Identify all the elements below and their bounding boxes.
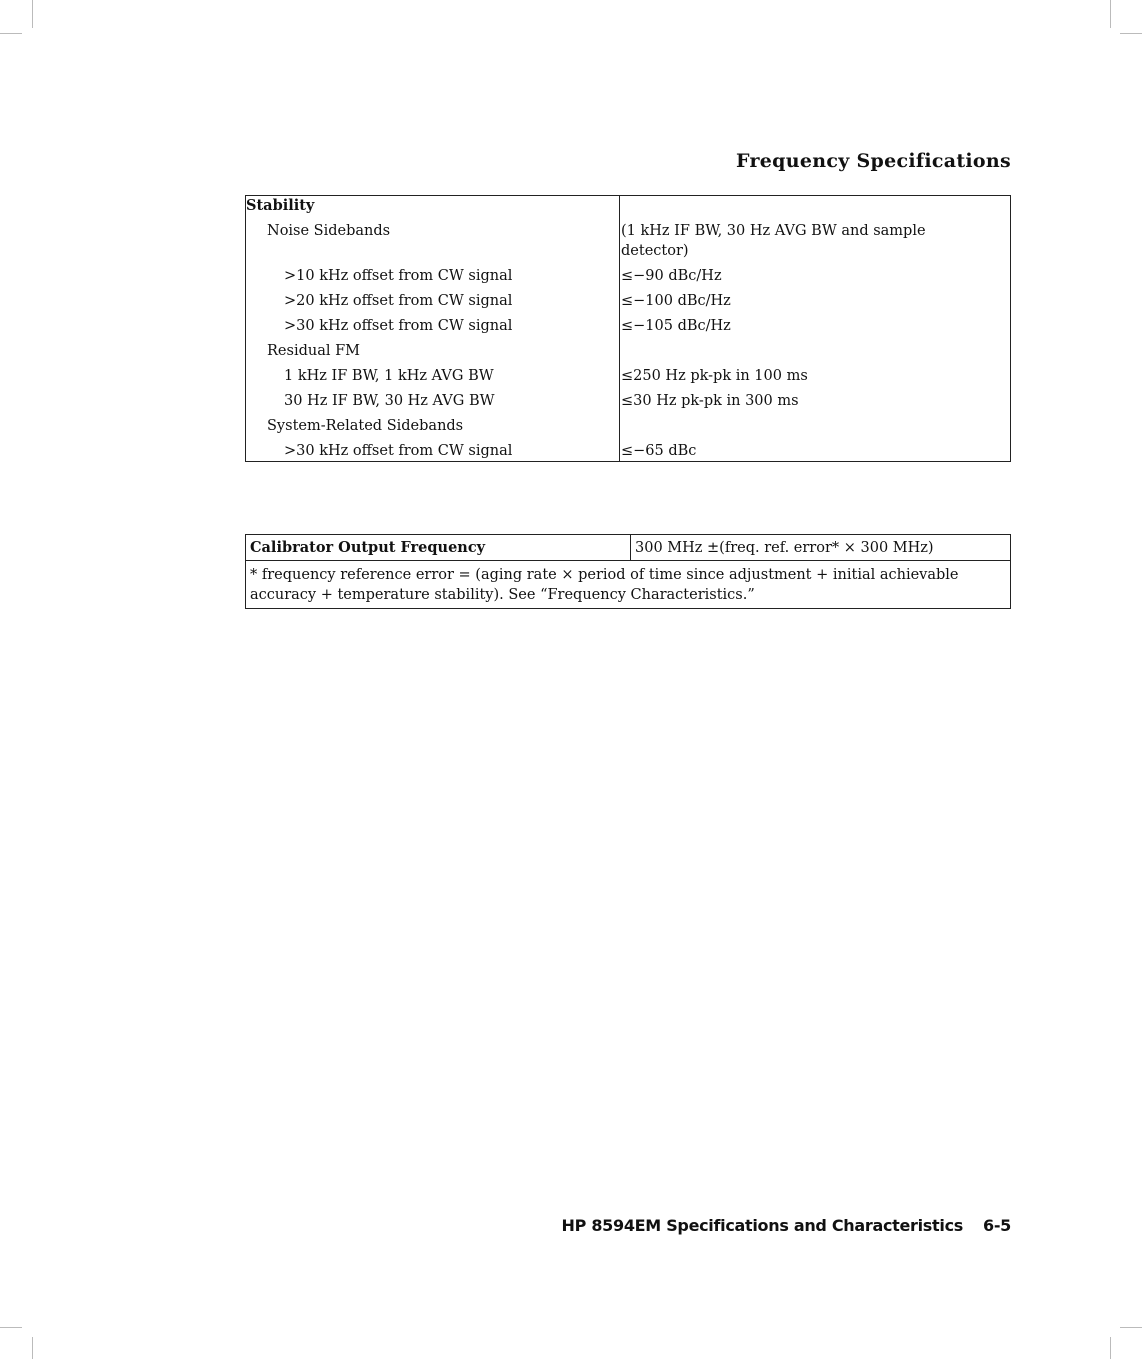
offset-10khz-value: ≤−90 dBc/Hz [621, 268, 722, 284]
residual-fm-30hz-label: 30 Hz IF BW, 30 Hz AVG BW [284, 393, 495, 409]
calibrator-label: Calibrator Output Frequency [246, 535, 631, 561]
footer-title: HP 8594EM Specifications and Characteristics [561, 1216, 963, 1235]
system-sidebands-label: System-Related Sidebands [267, 418, 464, 434]
stability-heading-spacer [620, 196, 1010, 216]
stability-value-column [620, 196, 1011, 462]
crop-mark [32, 1337, 33, 1359]
offset-20khz-label: >20 kHz offset from CW signal [284, 293, 513, 309]
offset-10khz-label: >10 kHz offset from CW signal [284, 268, 513, 284]
system-sidebands-30khz-value: ≤−65 dBc [621, 443, 697, 459]
residual-fm-30hz-value: ≤30 Hz pk-pk in 300 ms [621, 393, 799, 409]
crop-mark [1110, 0, 1111, 28]
noise-sidebands-label: Noise Sidebands [267, 223, 391, 239]
crop-mark [1120, 33, 1142, 34]
stability-heading: Stability [246, 197, 315, 214]
residual-fm-label: Residual FM [267, 343, 360, 359]
calibrator-value: 300 MHz ±(freq. ref. error* × 300 MHz) [631, 535, 1011, 561]
crop-mark [1110, 1337, 1111, 1359]
section-title: Frequency Specifications [735, 150, 1011, 172]
system-sidebands-30khz-label: >30 kHz offset from CW signal [284, 443, 513, 459]
offset-20khz-value: ≤−100 dBc/Hz [621, 293, 731, 309]
calibrator-table [245, 534, 1011, 609]
stability-table [245, 195, 1011, 462]
crop-mark [0, 1327, 22, 1328]
crop-mark [1120, 1327, 1142, 1328]
noise-sidebands-value: (1 kHz IF BW, 30 Hz AVG BW and sample detector) [621, 223, 926, 259]
residual-fm-1khz-value: ≤250 Hz pk-pk in 100 ms [621, 368, 808, 384]
crop-mark [32, 0, 33, 28]
offset-30khz-value: ≤−105 dBc/Hz [621, 318, 731, 334]
page-number: 6-5 [982, 1216, 1011, 1235]
stability-label-column [246, 196, 620, 462]
crop-mark [0, 33, 22, 34]
system-sidebands-value [620, 416, 1010, 436]
residual-fm-value [620, 341, 1010, 361]
residual-fm-1khz-label: 1 kHz IF BW, 1 kHz AVG BW [284, 368, 494, 384]
page-footer [562, 1216, 1011, 1235]
calibrator-footnote: * frequency reference error = (aging rate × period of time since adjustment + initial achievable accuracy + temperature stability). See “Frequency Characteristics.” [246, 561, 1011, 609]
offset-30khz-label: >30 kHz offset from CW signal [284, 318, 513, 334]
